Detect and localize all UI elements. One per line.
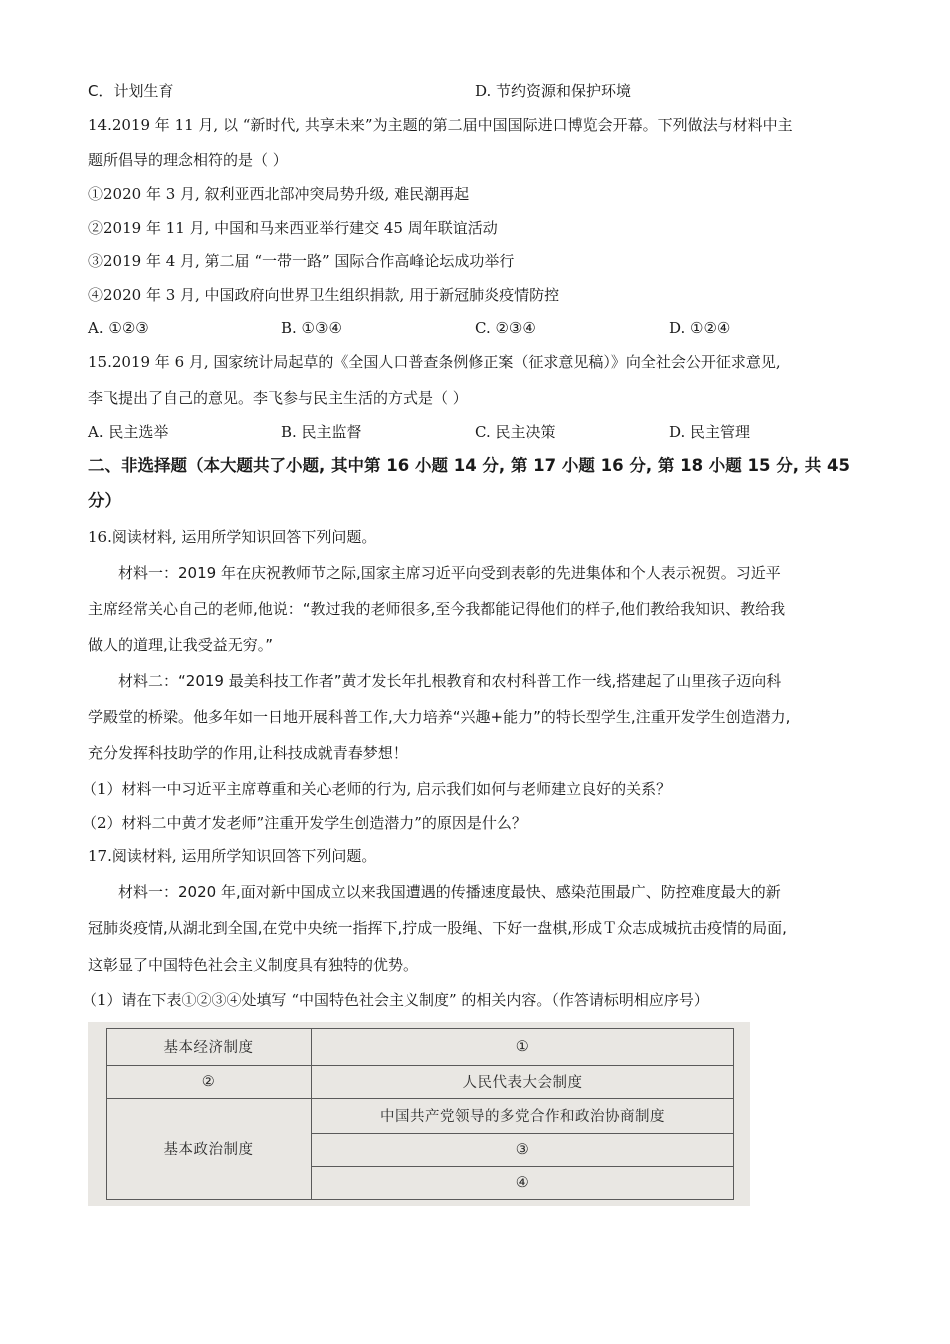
q14-option-c: C. ②③④ — [475, 319, 536, 337]
table-cell-r5-value: ④ — [515, 1174, 530, 1191]
table-cell-r1-label: 基本经济制度 — [163, 1040, 254, 1056]
q13-option-d: D. 节约资源和保护环境 — [475, 82, 632, 100]
socialism-system-table — [106, 1028, 734, 1200]
table-cell-r4-value: ③ — [515, 1141, 530, 1158]
table-cell-r3-label: 基本政治制度 — [163, 1142, 254, 1158]
q14-item-3: ③2019 年 4 月, 第二届 “一带一路” 国际合作高峰论坛成功举行 — [88, 252, 515, 270]
socialism-system-table-scan — [88, 1022, 750, 1206]
section2-heading-line2: 分） — [88, 491, 121, 510]
q15-option-c: C. 民主决策 — [475, 423, 556, 441]
table-cell-r3-value: 中国共产党领导的多党合作和政治协商制度 — [380, 1109, 665, 1125]
q16-material1-line1: 材料一：2019 年在庆祝教师节之际,国家主席习近平向受到表彰的先进集体和个人表示祝贺。习近平 — [118, 564, 781, 582]
q16-material1-line3: 做人的道理,让我受益无穷。” — [88, 636, 274, 654]
q16-stem: 16.阅读材料, 运用所学知识回答下列问题。 — [88, 528, 377, 546]
q13-option-c: C．计划生育 — [88, 82, 174, 100]
q14-option-a: A. ①②③ — [88, 319, 149, 337]
table-cell-r2-value: 人民代表大会制度 — [462, 1075, 583, 1091]
q14-item-4: ④2020 年 3 月, 中国政府向世界卫生组织捐款, 用于新冠肺炎疫情防控 — [88, 286, 560, 304]
q17-material1-line1: 材料一：2020 年,面对新中国成立以来我国遭遇的传播速度最快、感染范围最广、防控难度最大的新 — [118, 883, 781, 901]
q14-option-b: B. ①③④ — [281, 319, 342, 337]
table-cell-r2-label: ② — [201, 1073, 216, 1090]
q15-option-a: A. 民主选举 — [88, 423, 169, 441]
q16-material2-line2: 学殿堂的桥梁。他多年如一日地开展科普工作,大力培养“兴趣+能力”的特长型学生,注重开发学生创造潜力, — [88, 708, 791, 726]
q16-subquestion-2: （2）材料二中黄才发老师”注重开发学生创造潜力”的原因是什么？ — [82, 814, 527, 832]
q16-material2-line3: 充分发挥科技助学的作用,让科技成就青春梦想！ — [88, 744, 408, 762]
table-cell-r1-value: ① — [515, 1038, 530, 1055]
q14-stem-line2: 题所倡导的理念相符的是（ ） — [88, 151, 288, 169]
q17-material1-line3: 这彰显了中国特色社会主义制度具有独特的优势。 — [88, 956, 419, 974]
q15-option-d: D. 民主管理 — [669, 423, 751, 441]
q14-item-2: ②2019 年 11 月, 中国和马来西亚举行建交 45 周年联谊活动 — [88, 219, 498, 237]
q16-material2-line1: 材料二：“2019 最美科技工作者”黄才发长年扎根教育和农村科普工作一线,搭建起了山里孩子迈向科 — [118, 672, 782, 690]
q15-stem-line2: 李飞提出了自己的意见。李飞参与民主生活的方式是（ ） — [88, 389, 468, 407]
q16-material1-line2: 主席经常关心自己的老师,他说：“教过我的老师很多,至今我都能记得他们的样子,他们教给我知识、教给我 — [88, 600, 786, 618]
q15-stem-line1: 15.2019 年 6 月, 国家统计局起草的《全国人口普查条例修正案（征求意见稿）》向全社会公开征求意见, — [88, 353, 781, 371]
q17-stem: 17.阅读材料, 运用所学知识回答下列问题。 — [88, 847, 377, 865]
q16-subquestion-1: （1）材料一中习近平主席尊重和关心老师的行为, 启示我们如何与老师建立良好的关系？ — [82, 780, 672, 798]
section2-heading-line1: 二、非选择题（本大题共了小题, 其中第 16 小题 14 分, 第 17 小题 16 分, 第 18 小题 15 分, 共 45 — [88, 456, 850, 475]
q17-material1-line2: 冠肺炎疫情,从湖北到全国,在党中央统一指挥下,拧成一股绳、下好一盘棋,形成Ｔ众志成城抗击疫情的局面, — [88, 919, 787, 937]
q14-stem-line1: 14.2019 年 11 月, 以 “新时代, 共享未来”为主题的第二届中国国际进口博览会开幕。下列做法与材料中主 — [88, 116, 793, 134]
q14-option-d: D. ①②④ — [669, 319, 731, 337]
table-border-bottom — [106, 1199, 734, 1200]
q14-item-1: ①2020 年 3 月, 叙利亚西北部冲突局势升级, 难民潮再起 — [88, 185, 470, 203]
q15-option-b: B. 民主监督 — [281, 423, 362, 441]
q17-subquestion-1: （1）请在下表①②③④处填写 “中国特色社会主义制度” 的相关内容。（作答请标明相应序号） — [82, 991, 709, 1009]
